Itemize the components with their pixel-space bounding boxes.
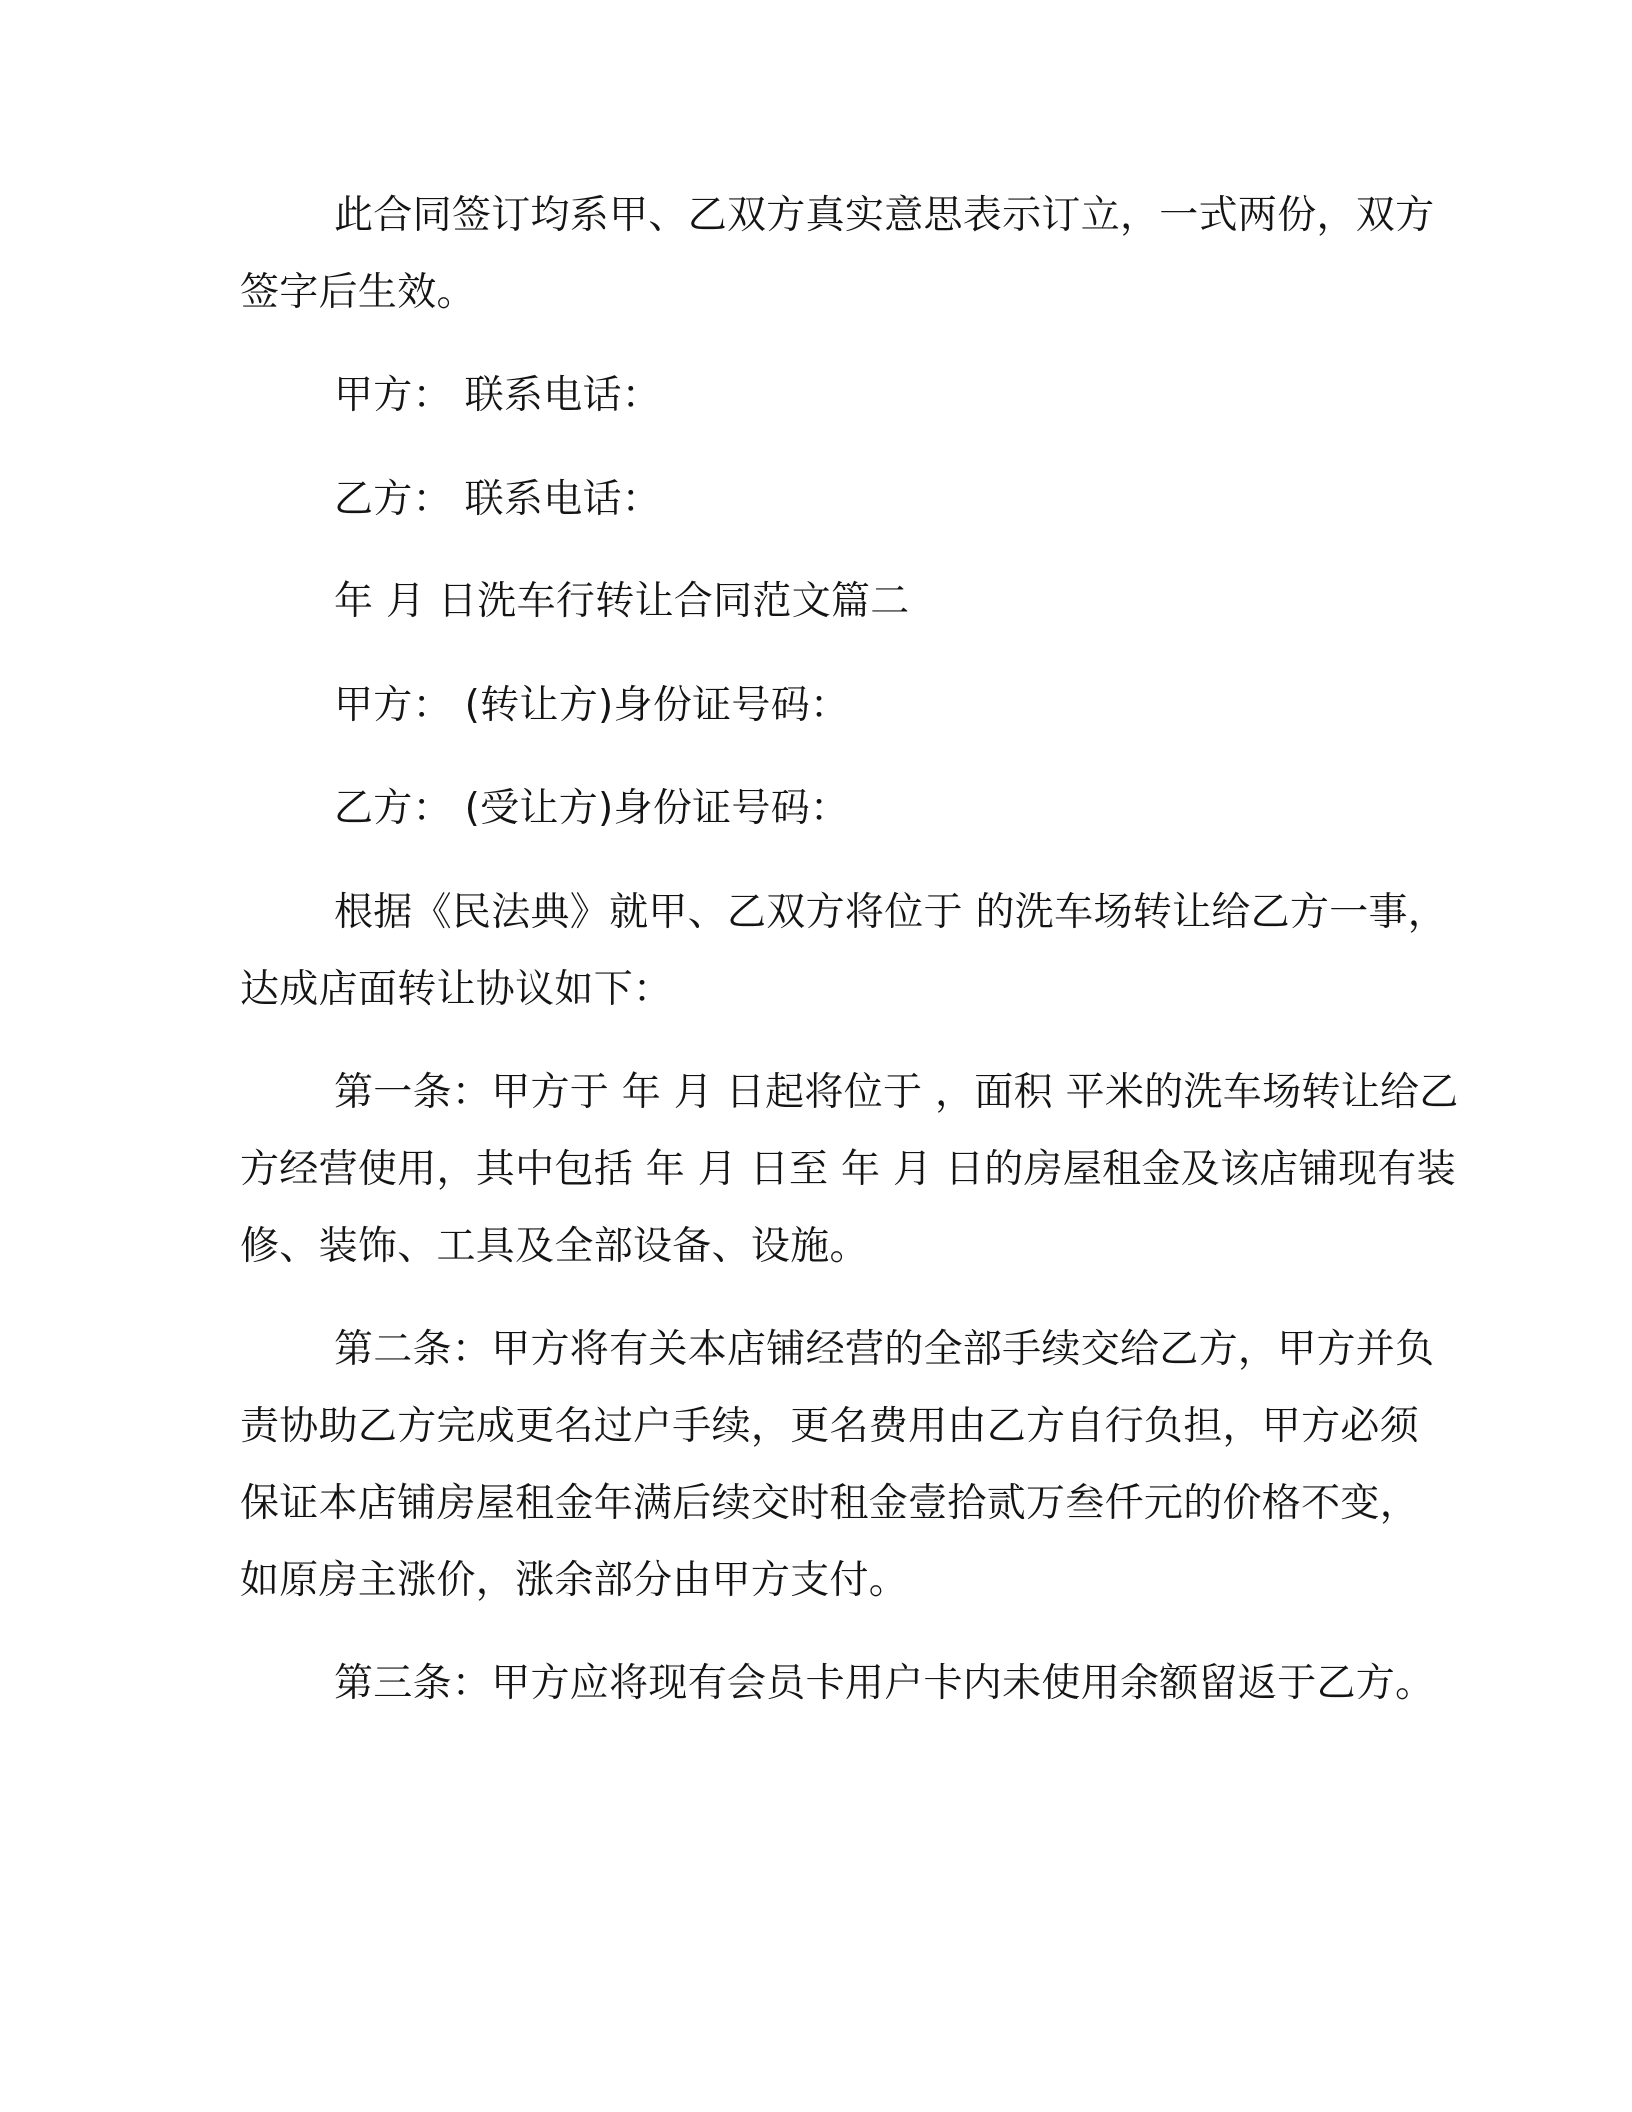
paragraph-line: 根据《民法典》就甲、乙双方将位于 的洗车场转让给乙方一事， [334, 890, 1448, 935]
article-1-line: 修、装饰、工具及全部设备、设施。 [240, 1224, 869, 1269]
party-b-id-line: 乙方： (受让方)身份证号码： [334, 786, 850, 831]
paragraph-line: 此合同签订均系甲、乙双方真实意思表示订立，一式两份，双方 [334, 193, 1435, 238]
article-3-line: 第三条：甲方应将现有会员卡用户卡内未使用余额留返于乙方。 [334, 1661, 1435, 1706]
article-2-line: 第二条：甲方将有关本店铺经营的全部手续交给乙方，甲方并负 [334, 1327, 1435, 1372]
article-2-line: 责协助乙方完成更名过户手续，更名费用由乙方自行负担，甲方必须 [240, 1404, 1420, 1449]
article-1-line: 第一条：甲方于 年 月 日起将位于 ，面积 平米的洗车场转让给乙 [334, 1070, 1459, 1115]
party-b-contact-line: 乙方： 联系电话： [334, 477, 662, 522]
article-2-line: 如原房主涨价，涨余部分由甲方支付。 [240, 1558, 909, 1603]
paragraph-line: 签字后生效。 [240, 270, 476, 315]
party-a-id-line: 甲方： (转让方)身份证号码： [334, 683, 850, 728]
article-1-line: 方经营使用，其中包括 年 月 日至 年 月 日的房屋租金及该店铺现有装 [240, 1147, 1456, 1192]
party-a-contact-line: 甲方： 联系电话： [334, 373, 662, 418]
section-title: 年 月 日洗车行转让合同范文篇二 [334, 579, 910, 624]
article-2-line: 保证本店铺房屋租金年满后续交时租金壹拾贰万叁仟元的价格不变， [240, 1481, 1420, 1526]
paragraph-line: 达成店面转让协议如下： [240, 967, 673, 1012]
